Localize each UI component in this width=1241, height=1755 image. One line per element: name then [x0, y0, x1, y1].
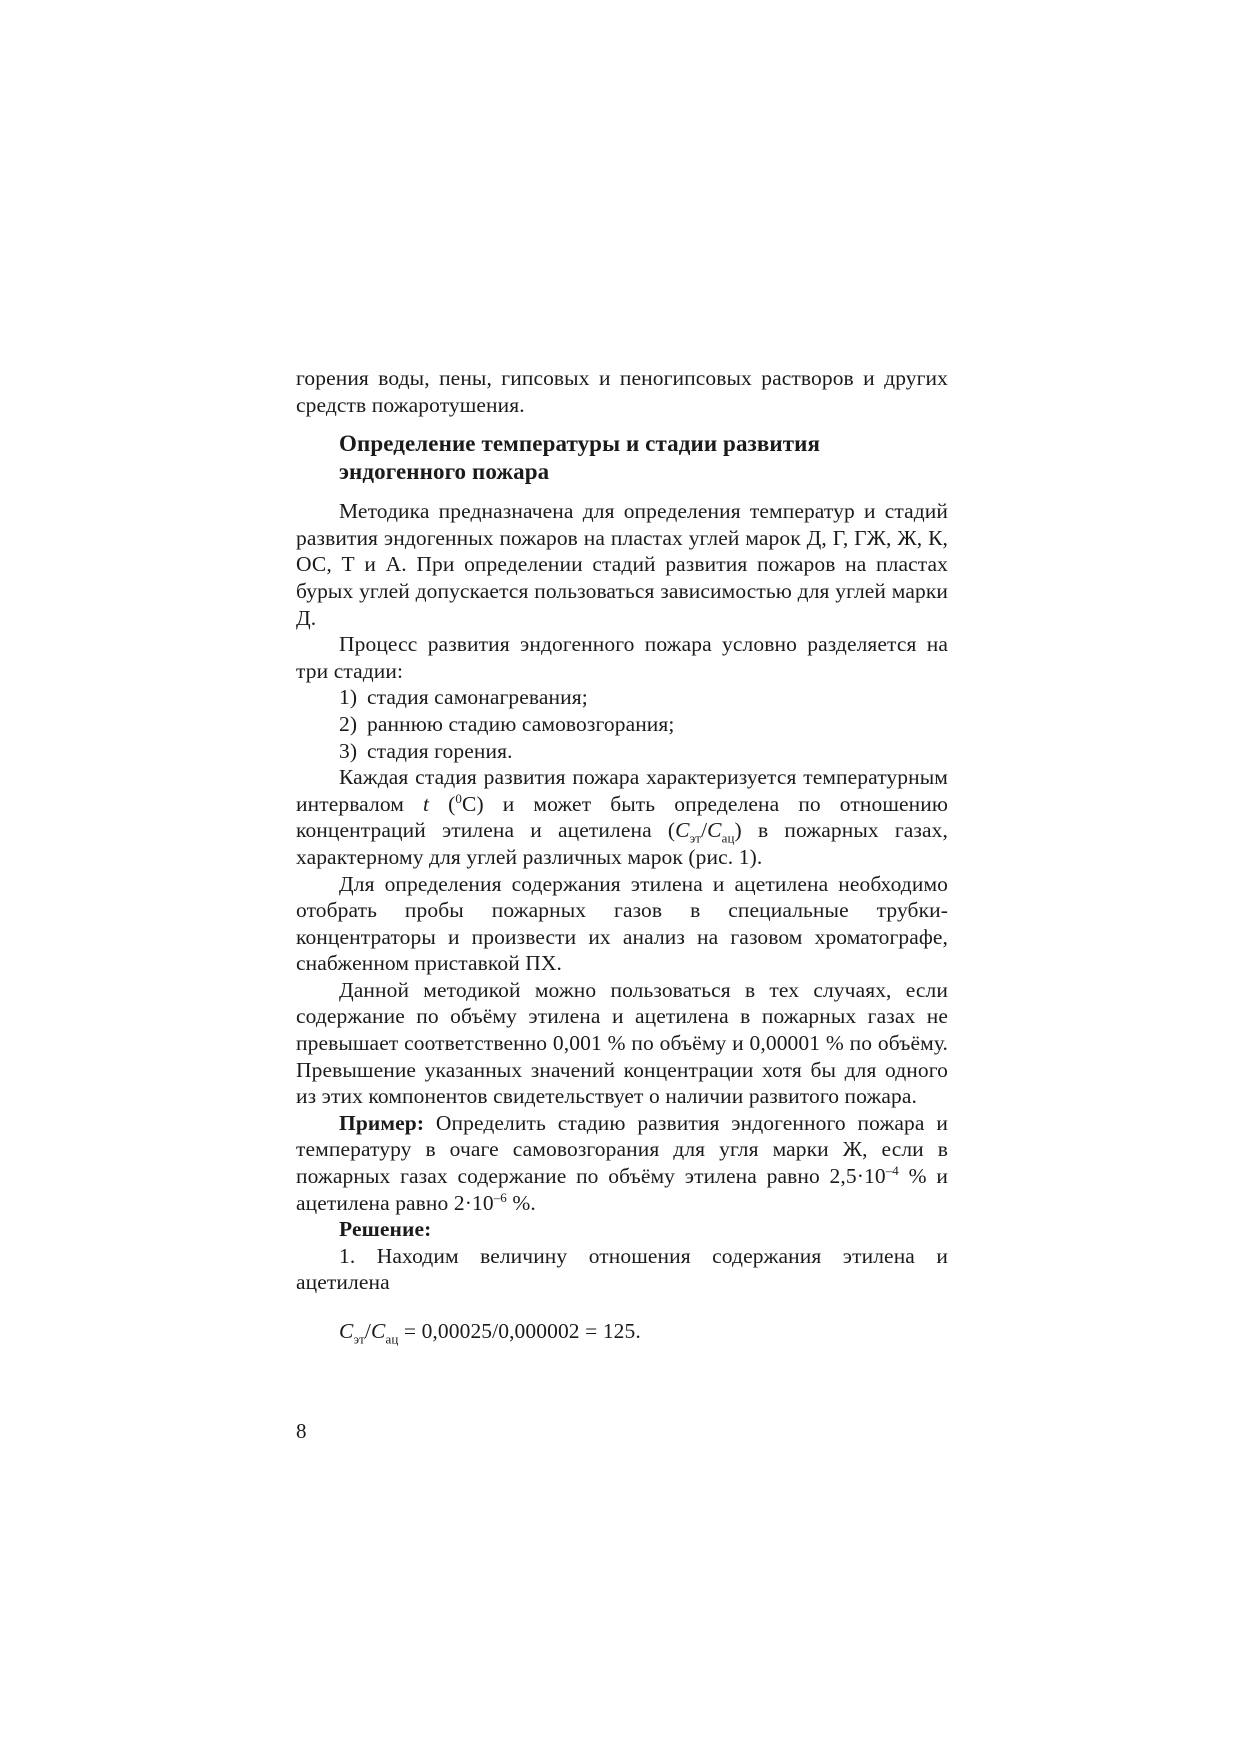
paragraph-limits: Данной методикой можно пользоваться в тех случаях, если содержание по объёму этилена и ацетилена в пожарных газах не превышает соответственно 0,001 % по объёму и 0,00001 % по объёму. Превышение указанных значений концентрации хотя бы для одного из этих компонентов свидетельствует о наличии развитого пожара.: [296, 977, 948, 1109]
section-heading: [339, 430, 948, 486]
list-item-3: [339, 738, 948, 765]
degree-superscript: 0: [455, 790, 462, 806]
page-number: 8: [296, 1419, 307, 1443]
formula: $С_{эт}/С_{ац} = 0,00025/0,000002 = 125$.: [339, 1319, 641, 1347]
list-text: стадия горения.: [367, 738, 513, 763]
paragraph-sampling: Для определения содержания этилена и ацетилена необходимо отобрать пробы пожарных газов в специальные трубки-концентраторы и произвести их анализ на газовом хроматографе, снабженном приставкой ПХ.: [296, 871, 948, 976]
paragraph-method: Методика предназначена для определения температур и стадий развития эндогенных пожаров на пластах углей марок Д, Г, ГЖ, Ж, К, ОС, Т и А. При определении стадий развития пожаров на пластах бурых углей допускается пользоваться зависимостью для углей марки Д.: [296, 499, 948, 630]
list-text: стадия самонагревания;: [367, 685, 588, 710]
exponent: –6: [493, 1189, 507, 1205]
page-body: [296, 365, 948, 1345]
paragraph-stage: Каждая стадия развития пожара характеризуется температурным интервалом t ($^0$С) и может быть определена по отношению концентраций этилена и ацетилена $(С_{эт}/С_{ац})$ в пожарных газах, характерному для углей различных марок (рис. 1).: [296, 765, 948, 869]
list-item-2: [339, 711, 948, 738]
list-number: 2): [339, 711, 358, 736]
temperature-symbol: t: [423, 791, 430, 816]
paragraph-continuation: горения воды, пены, гипсовых и пеногипсовых растворов и других средств пожаротушения.: [296, 366, 948, 417]
list-text: раннюю стадию самовозгорания;: [367, 711, 675, 736]
list-number: 3): [339, 738, 358, 763]
exponent: –4: [885, 1162, 899, 1178]
heading-line-1: Определение температуры и стадии развития: [339, 431, 821, 457]
solution-label: Решение:: [339, 1217, 432, 1242]
list-item-1: [339, 684, 948, 711]
list-number: 1): [339, 685, 358, 710]
paragraph-process: Процесс развития эндогенного пожара условно разделяется на три стадии:: [296, 632, 948, 683]
paragraph-example: Пример: Определить стадию развития эндогенного пожара и температуру в очаге самовозгорания для угля марки Ж, если в пожарных газах содержание по объёму этилена равно $2,5\cdot 10^{-4}$ % и ацетилена равно $2\cdot 10^{-6}$ %.: [296, 1110, 948, 1215]
heading-line-2: эндогенного пожара: [339, 459, 550, 485]
example-label: Пример:: [339, 1110, 425, 1135]
solution-step-1: 1. Находим величину отношения содержания этилена и ацетилена: [296, 1243, 948, 1295]
